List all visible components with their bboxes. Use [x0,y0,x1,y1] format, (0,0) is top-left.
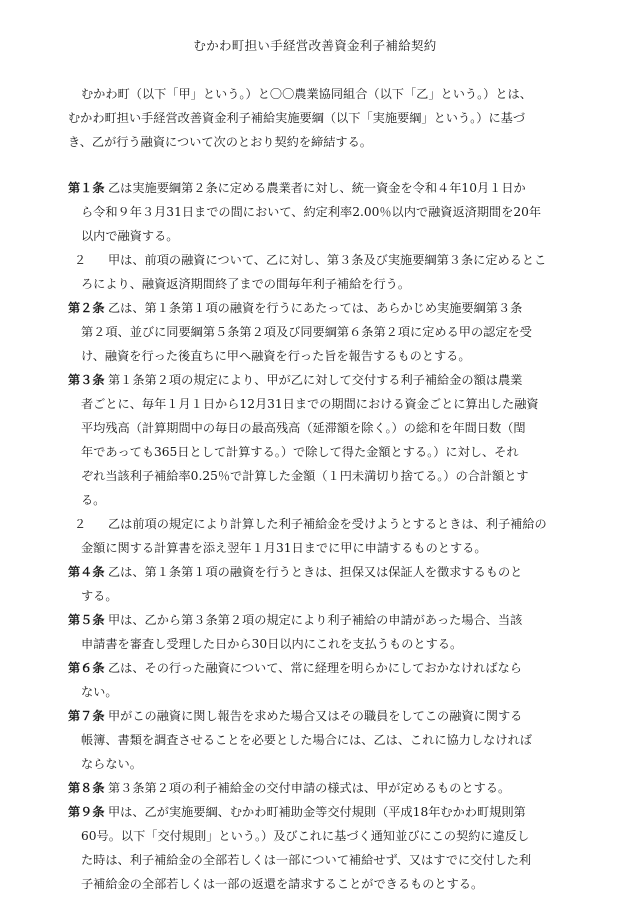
article-block [68,704,574,776]
article-block [68,248,574,296]
article-continuation-line: 平均残高（計算期間中の毎日の最高残高（延滞額を除く。）の総和を年間日数（閏 [81,421,526,435]
article-block [68,560,574,608]
article-number: 第７条 [68,709,105,723]
article-continuation-line: 金額に関する計算書を添え翌年１月31日までに甲に申請するものとする。 [81,541,487,555]
article-text: 乙は実施要綱第２条に定める農業者に対し、統一資金を令和４年10月１日か [108,181,526,195]
article-continuation-line: 帳簿、書類を調査させることを必要とした場合には、乙は、これに協力しなければ [81,733,532,747]
article-first-line [68,704,574,728]
article-continuation-line: た時は、利子補給金の全部若しくは一部について補給せず、又はすでに交付した利 [81,853,532,867]
intro-paragraph [68,82,574,154]
article-text: 甲は、乙から第３条第２項の規定により利子補給の申請があった場合、当該 [108,613,523,627]
article-text: 第３条第２項の利子補給金の交付申請の様式は、甲が定めるものとする。 [108,781,511,795]
article-continuation-line: 以内で融資する。 [81,229,179,243]
document-title: むかわ町担い手経営改善資金利子補給契約 [193,38,437,53]
article-text: 甲がこの融資に関し報告を求めた場合又はその職員をしてこの融資に関する [108,709,523,723]
article-number: 第１条 [68,181,105,195]
article-number: 第２条 [68,301,105,315]
article-block [68,776,574,800]
article-first-line [68,560,574,584]
article-continuation-line: け、融資を行った後直ちに甲へ融資を行った旨を報告するものとする。 [81,349,471,363]
article-continuation-line: する。 [81,589,118,603]
article-first-line [68,296,574,320]
article-continuation-line: る。 [81,493,106,507]
article-first-line [68,800,574,824]
article-first-line [68,512,574,536]
intro-line: むかわ町担い手経営改善資金利子補給実施要綱（以下「実施要綱」という。）に基づ [68,111,526,125]
article-block [68,800,574,896]
intro-line: き、乙が行う融資について次のとおり契約を締結する。 [68,135,372,149]
article-first-line [68,656,574,680]
article-continuation-line: ならない。 [81,757,142,771]
article-block [68,368,574,512]
article-continuation-line: 年であっても365日として計算する。）で除して得た金額とする。）に対し、それ [81,445,519,459]
article-block [68,296,574,368]
article-continuation-line: 申請書を審査し受理した日から30日以内にこれを支払うものとする。 [81,637,463,651]
article-list [68,176,574,896]
article-block [68,512,574,560]
article-first-line [68,776,574,800]
article-text: 第１条第２項の規定により、甲が乙に対して交付する利子補給金の額は農業 [108,373,523,387]
article-text: 乙は、その行った融資について、常に経理を明らかにしておかなければなら [108,661,522,675]
article-continuation-line: ろにより、融資返済期間終了までの間毎年利子補給を行う。 [81,277,411,291]
article-number: 第４条 [68,565,105,579]
article-first-line [68,368,574,392]
intro-line: むかわ町（以下「甲」という。）と〇〇農業協同組合（以下「乙」という。）とは、 [81,87,532,101]
article-continuation-line: 者ごとに、毎年１月１日から12月31日までの期間における資金ごとに算出した融資 [81,397,539,411]
article-number: 第６条 [68,661,105,675]
article-number: 第３条 [68,373,105,387]
article-continuation-line: ぞれ当該利子補給率0.25％で計算した金額（１円未満切り捨てる。）の合計額とす [81,469,529,483]
article-number: 第５条 [68,613,105,627]
article-text: 乙は、第１条第１項の融資を行うにあたっては、あらかじめ実施要綱第３条 [108,301,523,315]
article-first-line [68,608,574,632]
article-continuation-line: 60号。以下「交付規則」という。）及びこれに基づく通知並びにこの契約に違反し [81,829,530,843]
article-first-line [68,248,574,272]
article-block [68,608,574,656]
article-continuation-line: 子補給金の全部若しくは一部の返還を請求することができるものとする。 [81,877,484,891]
article-block [68,656,574,704]
article-text: 甲は、前項の融資について、乙に対し、第３条及び実施要綱第３条に定めるとこ [108,253,547,267]
article-number: 第８条 [68,781,105,795]
article-continuation-line: ら令和９年３月31日までの間において、約定利率2.00％以内で融資返済期間を20年 [81,205,542,219]
article-text: 甲は、乙が実施要綱、むかわ町補助金等交付規則（平成18年むかわ町規則第 [108,805,526,819]
article-continuation-line: ない。 [81,685,118,699]
article-number: ２ [74,253,87,267]
article-number: ２ [74,517,87,531]
article-text: 乙は前項の規定により計算した利子補給金を受けようとするときは、利子補給の [108,517,547,531]
article-number: 第９条 [68,805,105,819]
article-block [68,176,574,248]
article-text: 乙は、第１条第１項の融資を行うときは、担保又は保証人を徴求するものと [108,565,523,579]
article-continuation-line: 第２項、並びに同要綱第５条第２項及び同要綱第６条第２項に定める甲の認定を受 [81,325,532,339]
article-first-line [68,176,574,200]
